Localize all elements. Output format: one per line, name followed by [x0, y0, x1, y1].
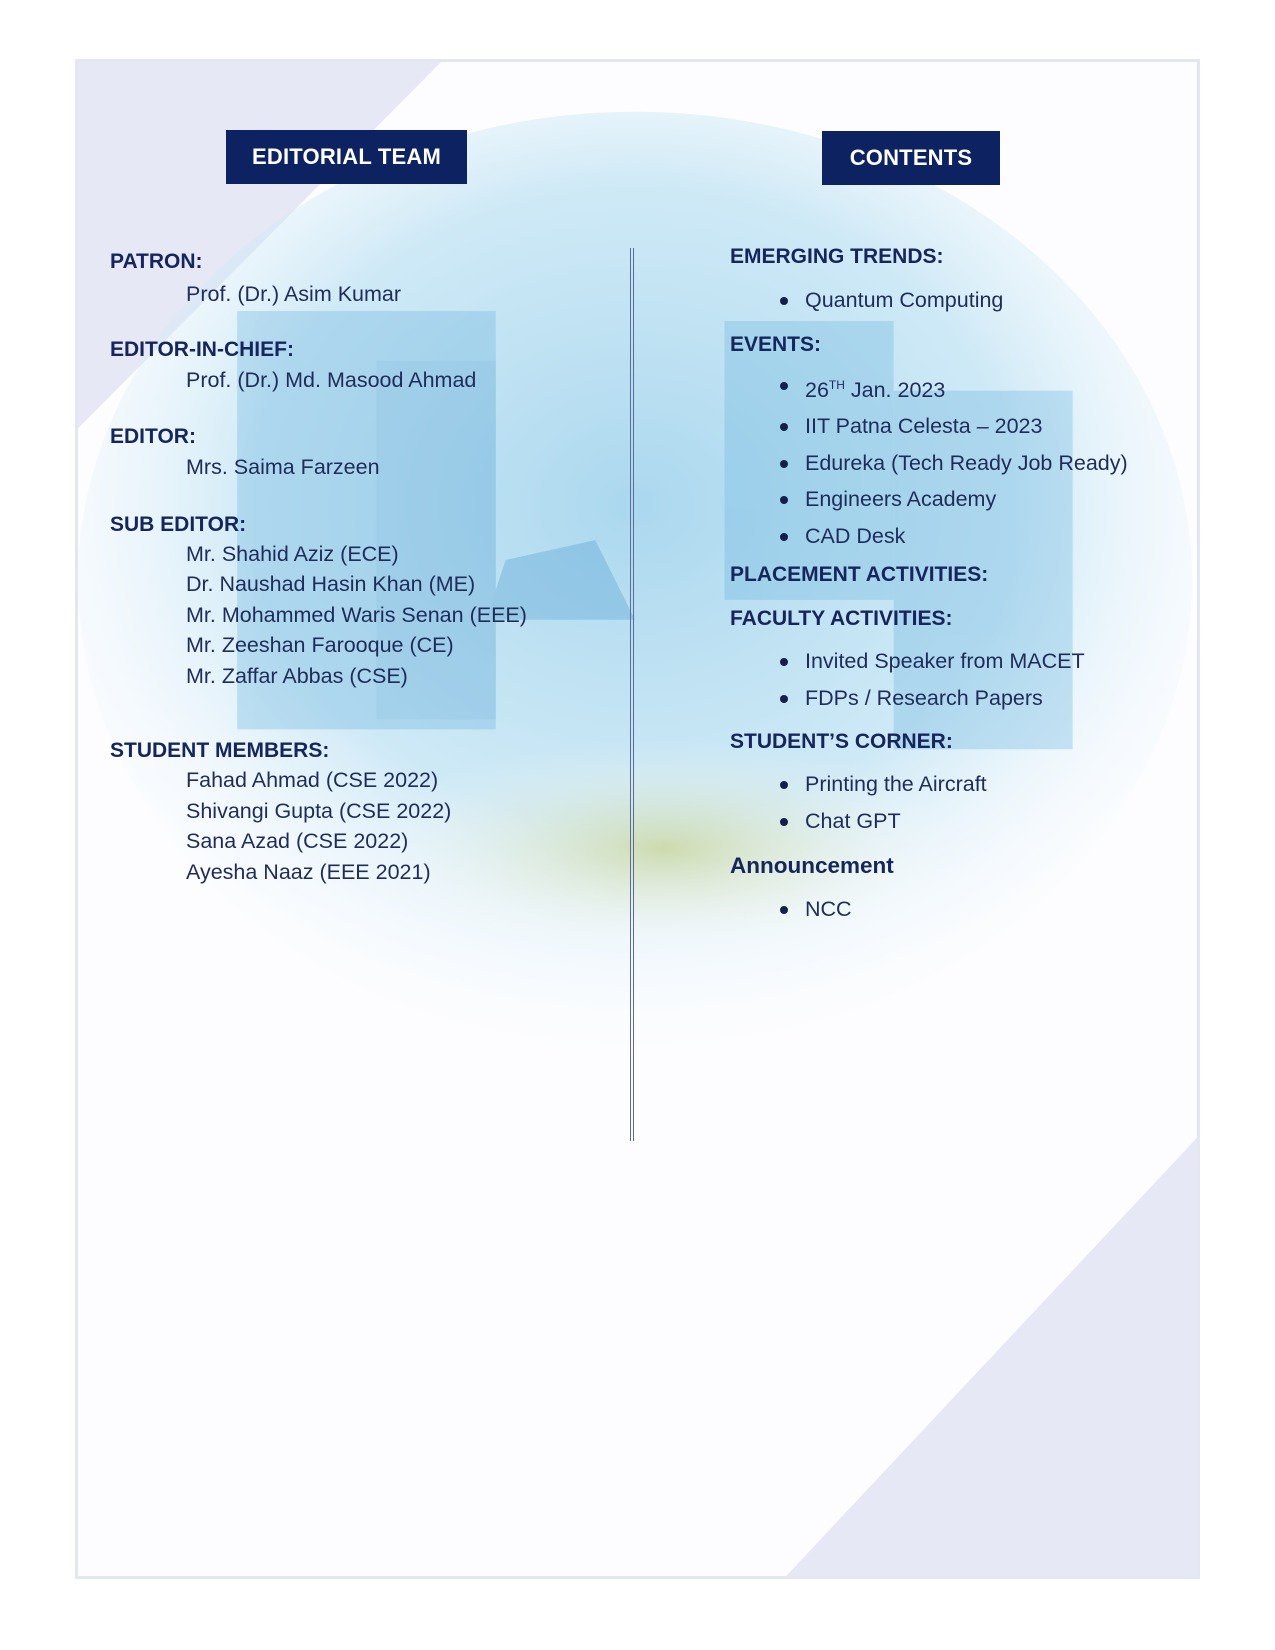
- emerging-trends-label: EMERGING TRENDS:: [730, 245, 944, 268]
- students-corner-label: STUDENT’S CORNER:: [730, 730, 953, 754]
- sub-editor-name: Mr. Zaffar Abbas (CSE): [186, 663, 408, 688]
- editor-in-chief-label: EDITOR-IN-CHIEF:: [110, 337, 294, 361]
- editorial-team-list: [110, 250, 630, 887]
- event-date-rest: Jan. 2023: [844, 377, 946, 402]
- sub-editor-name: Mr. Shahid Aziz (ECE): [186, 541, 399, 566]
- contents-list: [730, 245, 1190, 928]
- contents-item: [780, 367, 1190, 409]
- editor-name: Mrs. Saima Farzeen: [186, 455, 380, 479]
- sub-editor-label: SUB EDITOR:: [110, 512, 247, 536]
- sub-editor-name: Mr. Zeeshan Farooque (CE): [186, 633, 454, 657]
- faculty-activities-label: FACULTY ACTIVITIES:: [730, 607, 953, 631]
- editorial-team-heading: EDITORIAL TEAM: [226, 130, 467, 184]
- placement-activities-label: PLACEMENT ACTIVITIES:: [730, 563, 989, 587]
- contents-item: NCC: [780, 891, 1190, 928]
- announcement-label: Announcement: [730, 853, 894, 879]
- editor-in-chief-name: Prof. (Dr.) Md. Masood Ahmad: [186, 367, 477, 392]
- column-divider: [630, 248, 634, 1141]
- bottom-right-wedge: [786, 1138, 1197, 1576]
- student-member-name: Ayesha Naaz (EEE 2021): [186, 859, 431, 884]
- contents-item: IIT Patna Celesta – 2023: [780, 408, 1190, 445]
- contents-item: Quantum Computing: [780, 282, 1190, 319]
- contents-item: Invited Speaker from MACET: [780, 643, 1190, 680]
- student-member-name: Fahad Ahmad (CSE 2022): [186, 768, 439, 792]
- patron-label: PATRON:: [110, 250, 203, 273]
- student-members-label: STUDENT MEMBERS:: [110, 739, 330, 762]
- sub-editor-name: Mr. Mohammed Waris Senan (EEE): [186, 602, 527, 627]
- patron-name: Prof. (Dr.) Asim Kumar: [186, 282, 402, 306]
- contents-item: FDPs / Research Papers: [780, 680, 1190, 717]
- contents-item: Printing the Aircraft: [780, 766, 1190, 803]
- contents-item: Engineers Academy: [780, 481, 1190, 518]
- contents-item: Chat GPT: [780, 803, 1190, 840]
- contents-heading: CONTENTS: [822, 131, 1000, 185]
- event-date-ordinal: TH: [828, 377, 845, 392]
- contents-item: Edureka (Tech Ready Job Ready): [780, 445, 1190, 482]
- contents-item: CAD Desk: [780, 518, 1190, 555]
- student-member-name: Sana Azad (CSE 2022): [186, 829, 409, 853]
- event-date-day: 26: [805, 377, 829, 402]
- events-label: EVENTS:: [730, 332, 822, 356]
- editor-label: EDITOR:: [110, 425, 196, 448]
- sub-editor-name: Dr. Naushad Hasin Khan (ME): [186, 572, 476, 596]
- student-member-name: Shivangi Gupta (CSE 2022): [186, 798, 452, 823]
